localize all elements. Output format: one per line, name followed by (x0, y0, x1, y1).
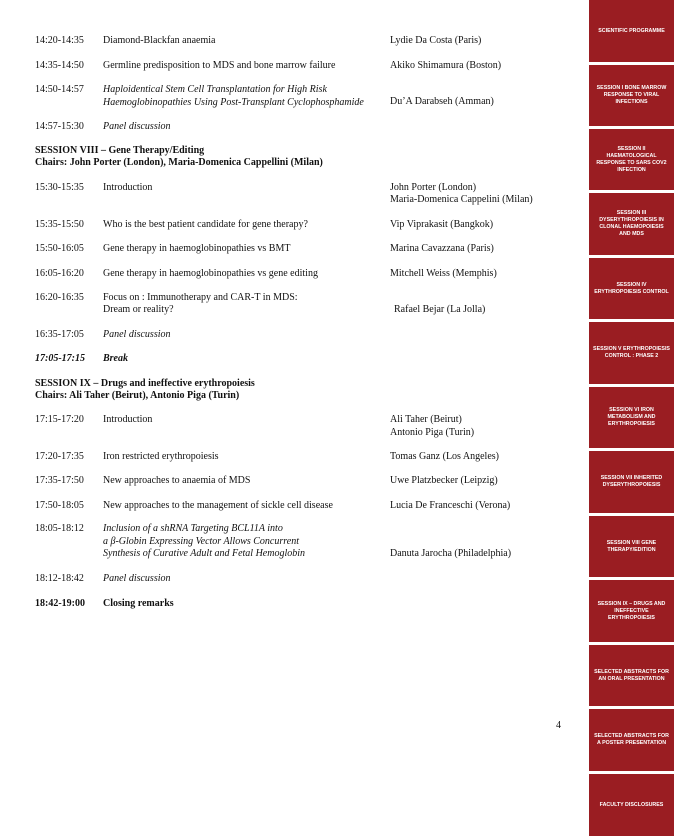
talk-title-line2: Dream or reality? (103, 304, 174, 315)
talk-title: Diamond-Blackfan anaemia (103, 35, 216, 46)
talk-title: Gene therapy in haemoglobinopathies vs gene editing (103, 268, 318, 279)
time-slot: 17:05-17:15 (35, 353, 85, 364)
tab-scientific-programme[interactable]: SCIENTIFIC PROGRAMME (589, 0, 674, 62)
talk-title: Introduction (103, 414, 153, 425)
speaker: Rafael Bejar (La Jolla) (394, 304, 486, 315)
talk-title: Gene therapy in haemoglobinopathies vs BMT (103, 243, 291, 254)
talk-title: New approaches to anaemia of MDS (103, 475, 251, 486)
speaker: Antonio Piga (Turin) (390, 427, 475, 438)
time-slot: 17:20-17:35 (35, 451, 84, 462)
time-slot: 16:35-17:05 (35, 329, 84, 340)
speaker: Vip Viprakasit (Bangkok) (390, 219, 494, 230)
speaker: Uwe Platzbecker (Leipzig) (390, 475, 498, 486)
time-slot: 17:50-18:05 (35, 500, 84, 511)
tab-session-9[interactable]: SESSION IX – DRUGS AND INEFFECTIVE ERYTHROPOIESIS (589, 580, 674, 642)
time-slot: 15:35-15:50 (35, 219, 84, 230)
tab-session-2[interactable]: SESSION II HAEMATOLOGICAL RESPONSE TO SARS COV2 INFECTION (589, 129, 674, 190)
speaker: Mitchell Weiss (Memphis) (390, 268, 497, 279)
time-slot: 18:12-18:42 (35, 573, 84, 584)
tab-session-4[interactable]: SESSION IV ERYTHROPOIESIS CONTROL (589, 258, 674, 319)
session-chairs: Chairs: Ali Taher (Beirut), Antonio Piga (Turin) (35, 390, 240, 401)
abstract-title-line3: Synthesis of Curative Adult and Fetal Hemoglobin (103, 548, 306, 559)
talk-title: Panel discussion (103, 121, 171, 132)
time-slot: 16:05-16:20 (35, 268, 84, 279)
time-slot: 18:42-19:00 (35, 598, 85, 609)
tab-oral-abstracts[interactable]: SELECTED ABSTRACTS FOR AN ORAL PRESENTATION (589, 645, 674, 706)
speaker: Danuta Jarocha (Philadelphia) (390, 548, 512, 559)
speaker: Lucia De Franceschi (Verona) (390, 500, 511, 511)
speaker: John Porter (London) (390, 182, 477, 193)
abstract-title-line2: a β-Globin Expressing Vector Allows Concurrent (103, 535, 299, 547)
time-slot: 15:50-16:05 (35, 243, 84, 254)
speaker: Marina Cavazzana (Paris) (390, 243, 494, 254)
tab-faculty-disclosures[interactable]: FACULTY DISCLOSURES (589, 774, 674, 836)
tab-session-1[interactable]: SESSION I BONE MARROW RESPONSE TO VIRAL INFECTIONS (589, 65, 674, 126)
time-slot: 14:35-14:50 (35, 60, 84, 71)
time-slot: 17:35-17:50 (35, 475, 84, 486)
session-chairs: Chairs: John Porter (London), Maria-Domenica Cappellini (Milan) (35, 157, 323, 168)
talk-title: Iron restricted erythropoiesis (103, 451, 219, 462)
time-slot: 14:57-15:30 (35, 121, 84, 132)
tab-session-6[interactable]: SESSION VI IRON METABOLISM AND ERYTHROPOIESIS (589, 387, 674, 448)
talk-title: Germline predisposition to MDS and bone marrow failure (103, 60, 336, 71)
session-title: SESSION VIII – Gene Therapy/Editing (35, 145, 205, 156)
talk-title: Panel discussion (103, 573, 171, 584)
time-slot: 14:50-14:57 (35, 84, 84, 95)
break-label: Break (103, 353, 128, 364)
session-title: SESSION IX – Drugs and ineffective erythropoiesis (35, 378, 255, 389)
speaker: Du’A Darabseh (Amman) (390, 96, 494, 107)
speaker: Ali Taher (Beirut) (390, 414, 462, 425)
talk-title: Focus on : Immunotherapy and CAR-T in MDS: (103, 292, 298, 303)
talk-title: Panel discussion (103, 329, 171, 340)
time-slot: 16:20-16:35 (35, 292, 84, 303)
tab-session-3[interactable]: SESSION III DYSERYTHROPOIESIS IN CLONAL HAEMOPOIESIS AND MDS (589, 193, 674, 255)
talk-title: Introduction (103, 182, 153, 193)
time-slot: 17:15-17:20 (35, 414, 84, 425)
speaker: Akiko Shimamura (Boston) (390, 60, 502, 71)
abstract-title-line1: Inclusion of a shRNA Targeting BCL11A into (103, 523, 283, 534)
tab-poster-abstracts[interactable]: SELECTED ABSTRACTS FOR A POSTER PRESENTATION (589, 709, 674, 771)
time-slot: 18:05-18:12 (35, 523, 84, 534)
time-slot: 14:20-14:35 (35, 35, 84, 46)
session-navigation-sidebar (589, 0, 674, 836)
speaker: Tomas Ganz (Los Angeles) (390, 451, 499, 462)
tab-session-7[interactable]: SESSION VII INHERITED DYSERYTHROPOIESIS (589, 451, 674, 513)
talk-title: Who is the best patient candidate for gene therapy? (103, 219, 308, 230)
tab-session-5[interactable]: SESSION V ERYTHROPOIESIS CONTROL : PHASE 2 (589, 322, 674, 384)
speaker: Lydie Da Costa (Paris) (390, 35, 482, 46)
page-number: 4 (556, 720, 561, 731)
talk-title: New approaches to the management of sickle cell disease (103, 500, 333, 511)
time-slot: 15:30-15:35 (35, 182, 84, 193)
talk-title: Closing remarks (103, 598, 174, 609)
tab-session-8[interactable]: SESSION VIII GENE THERAPY/EDITION (589, 516, 674, 577)
abstract-title: Haploidentical Stem Cell Transplantation for High Risk Haemoglobinopathies Using Post-Transplant Cyclophosphamide (103, 84, 364, 108)
speaker: Maria-Domenica Cappelini (Milan) (390, 194, 533, 205)
